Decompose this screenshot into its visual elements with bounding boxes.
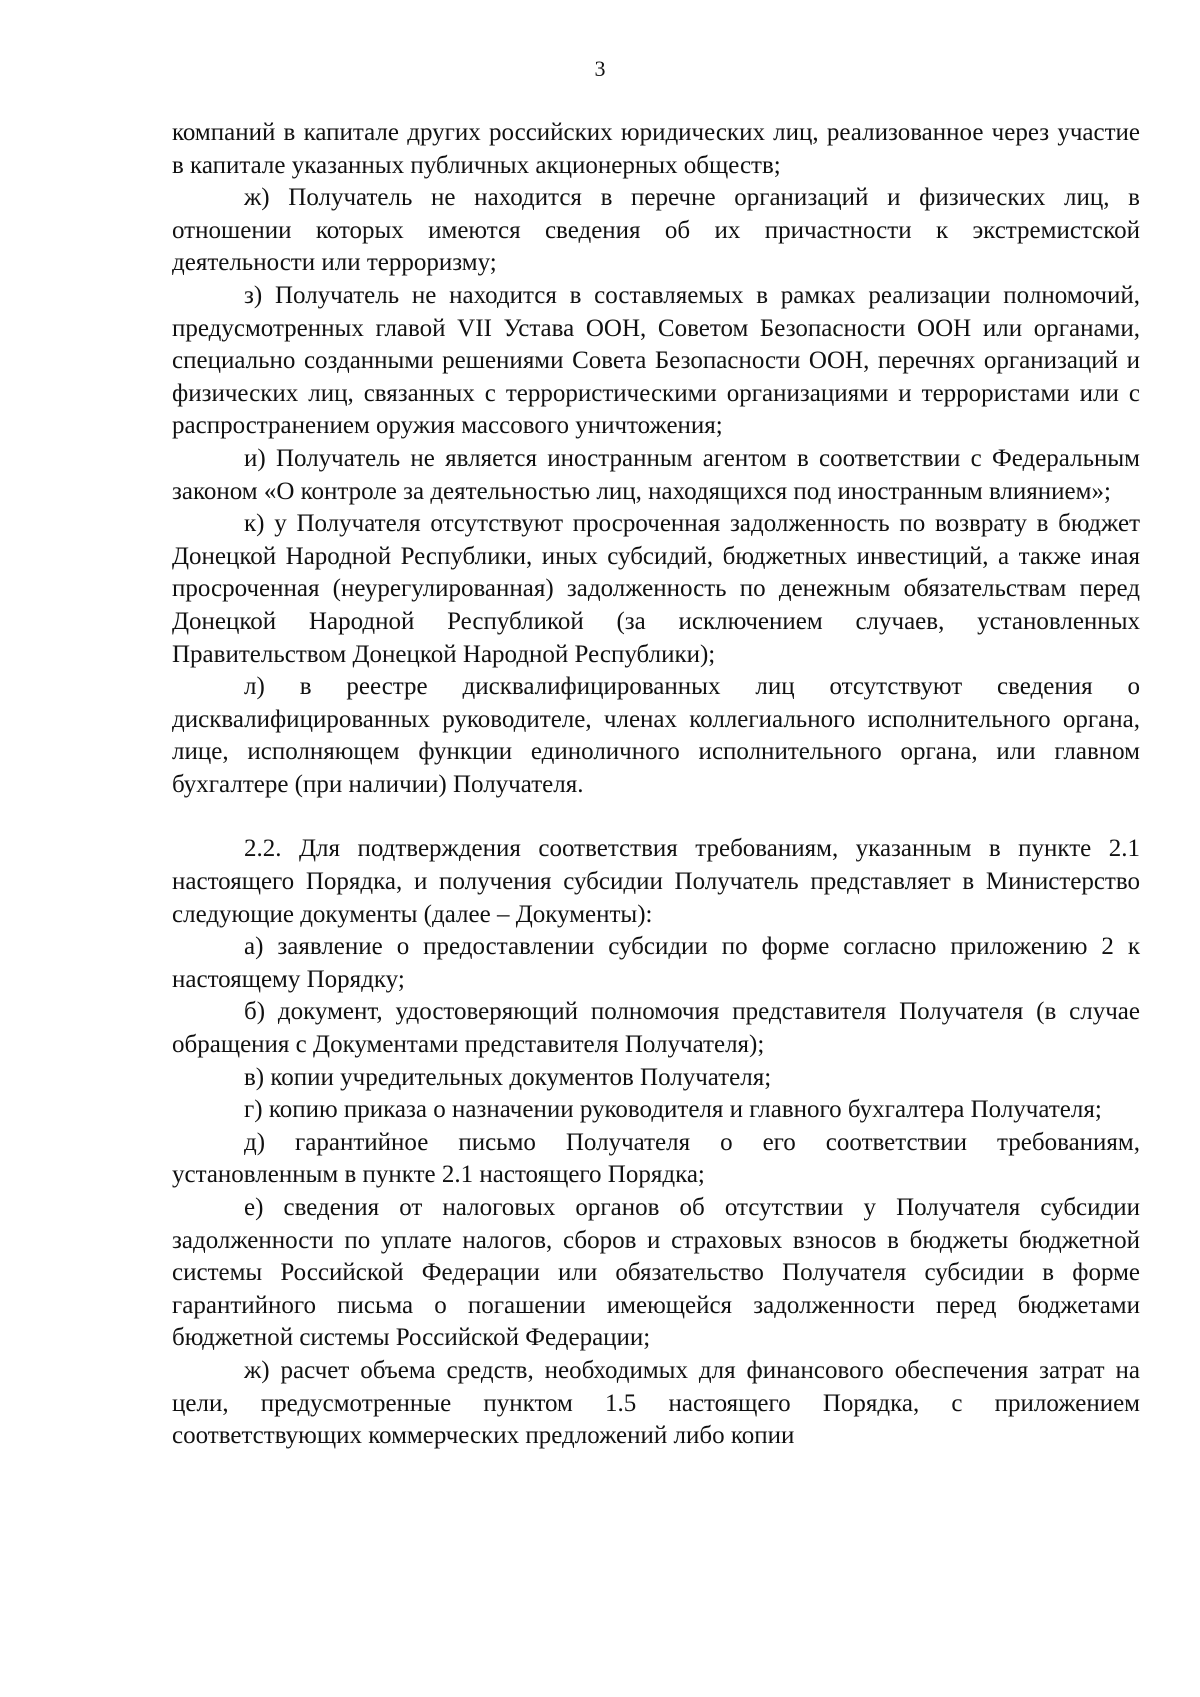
page-number: 3 <box>594 56 606 81</box>
paragraph-doc-e-tax: е) сведения от налоговых органов об отсутствии у Получателя субсидии задолженности по уплате налогов, сборов и страховых взносов в бюджеты бюджетной системы Российской Федерации или обязательство Получателя субсидии в форме гарантийного письма о погашении имеющейся задолженности перед бюджетами бюджетной системы Российской Федерации; <box>172 1194 1140 1352</box>
paragraph-doc-d-guarantee: д) гарантийное письмо Получателя о его соответствии требованиям, установленным в пункте 2.1 настоящего Порядка; <box>172 1128 1140 1189</box>
paragraph-doc-a-application: а) заявление о предоставлении субсидии по форме согласно приложению 2 к настоящему Порядку; <box>172 933 1140 993</box>
paragraph-section-2-2: 2.2. Для подтверждения соответствия требованиям, указанным в пункте 2.1 настоящего Порядка, и получения субсидии Получатель представляет в Министерство следующие документы (далее – Документы): <box>172 835 1140 928</box>
paragraph-item-i-foreign-agent: и) Получатель не является иностранным агентом в соответствии с Федеральным законом «О контроле за деятельностью лиц, находящихся под иностранным влиянием»; <box>172 444 1140 505</box>
paragraph-doc-g-order: г) копию приказа о назначении руководителя и главного бухгалтера Получателя; <box>244 1096 1102 1124</box>
paragraph-item-l-disqualified: л) в реестре дисквалифицированных лиц отсутствуют сведения о дисквалифицированных руководителе, членах коллегиального исполнительного органа, лице, исполняющем функции единоличного исполнительного органа, или главном бухгалтере (при наличии) Получателя. <box>172 673 1140 798</box>
paragraph-item-zh-extremism: ж) Получатель не находится в перечне организаций и физических лиц, в отношении которых имеются сведения об их причастности к экстремистской деятельности или терроризму; <box>172 184 1140 277</box>
paragraph-item-k-debt: к) у Получателя отсутствуют просроченная задолженность по возврату в бюджет Донецкой Народной Республики, иных субсидий, бюджетных инвестиций, а также иная просроченная (неурегулированная) задолженность по денежным обязательствам перед Донецкой Народной Республикой (за исключением случаев, установленных Правительством Донецкой Народной Республики); <box>172 510 1140 668</box>
document-body <box>172 117 1140 1453</box>
paragraph-doc-b-authority: б) документ, удостоверяющий полномочия представителя Получателя (в случае обращения с Документами представителя Получателя); <box>172 998 1140 1059</box>
paragraph-continuation: компаний в капитале других российских юридических лиц, реализованное через участие в капитале указанных публичных акционерных обществ; <box>172 119 1140 179</box>
paragraph-item-z-un-lists: з) Получатель не находится в составляемых в рамках реализации полномочий, предусмотренных главой VII Устава ООН, Советом Безопасности ООН или органами, специально созданными решениями Совета Безопасности ООН, перечнях организаций и физических лиц, связанных с террористическими организациями и террористами или с распространением оружия массового уничтожения; <box>172 281 1140 440</box>
paragraph-doc-v-charter: в) копии учредительных документов Получателя; <box>244 1063 772 1091</box>
paragraph-doc-zh-calculation: ж) расчет объема средств, необходимых для финансового обеспечения затрат на цели, предусмотренные пунктом 1.5 настоящего Порядка, с приложением соответствующих коммерческих предложений либо копии <box>172 1356 1140 1450</box>
paragraph-gap <box>172 801 1140 833</box>
